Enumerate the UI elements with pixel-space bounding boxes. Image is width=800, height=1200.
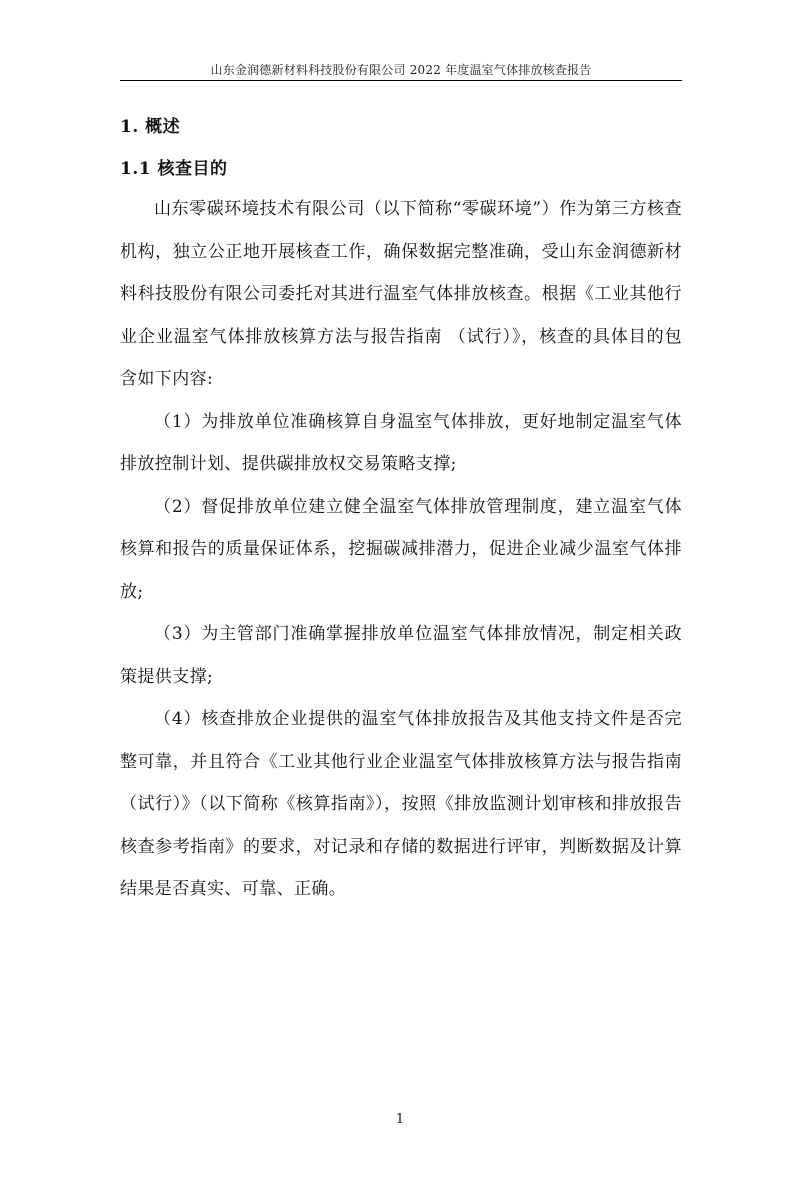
paragraph-item-1: （1）为排放单位准确核算自身温室气体排放，更好地制定温室气体排放控制计划、提供碳排放权交易策略支撑; bbox=[120, 411, 682, 474]
section-heading: 1. 概述 bbox=[120, 117, 181, 137]
paragraph-item-2: （2）督促排放单位建立健全温室气体排放管理制度，建立温室气体核算和报告的质量保证体系，挖掘碳减排潜力，促进企业减少温室气体排放; bbox=[120, 496, 682, 602]
page-number: 1 bbox=[395, 1112, 405, 1127]
paragraph-item-4: （4）核查排放企业提供的温室气体排放报告及其他支持文件是否完整可靠，并且符合《工业其他行业企业温室气体排放核算方法与报告指南 （试行）》（以下简称《核算指南》），按照《排放监测计划审核和排放报告核查参考指南》的要求，对记录和存储的数据进行评审，判断数据及计算结果是否真实、可靠、正确。 bbox=[120, 709, 682, 899]
body-text bbox=[120, 188, 682, 911]
header-divider bbox=[120, 80, 682, 81]
subsection-heading: 1.1 核查目的 bbox=[120, 159, 228, 179]
page-header: 山东金润德新材料科技股份有限公司 2022 年度温室气体排放核查报告 bbox=[210, 63, 592, 77]
paragraph-item-3: （3）为主管部门准确掌握排放单位温室气体排放情况，制定相关政策提供支撑; bbox=[120, 624, 682, 687]
paragraph-intro: 山东零碳环境技术有限公司（以下简称“零碳环境”）作为第三方核查机构，独立公正地开展核查工作，确保数据完整准确，受山东金润德新材料科技股份有限公司委托对其进行温室气体排放核查。根据《工业其他行业企业温室气体排放核算方法与报告指南 （试行）》，核查的具体目的包含如下内容: bbox=[120, 199, 682, 389]
